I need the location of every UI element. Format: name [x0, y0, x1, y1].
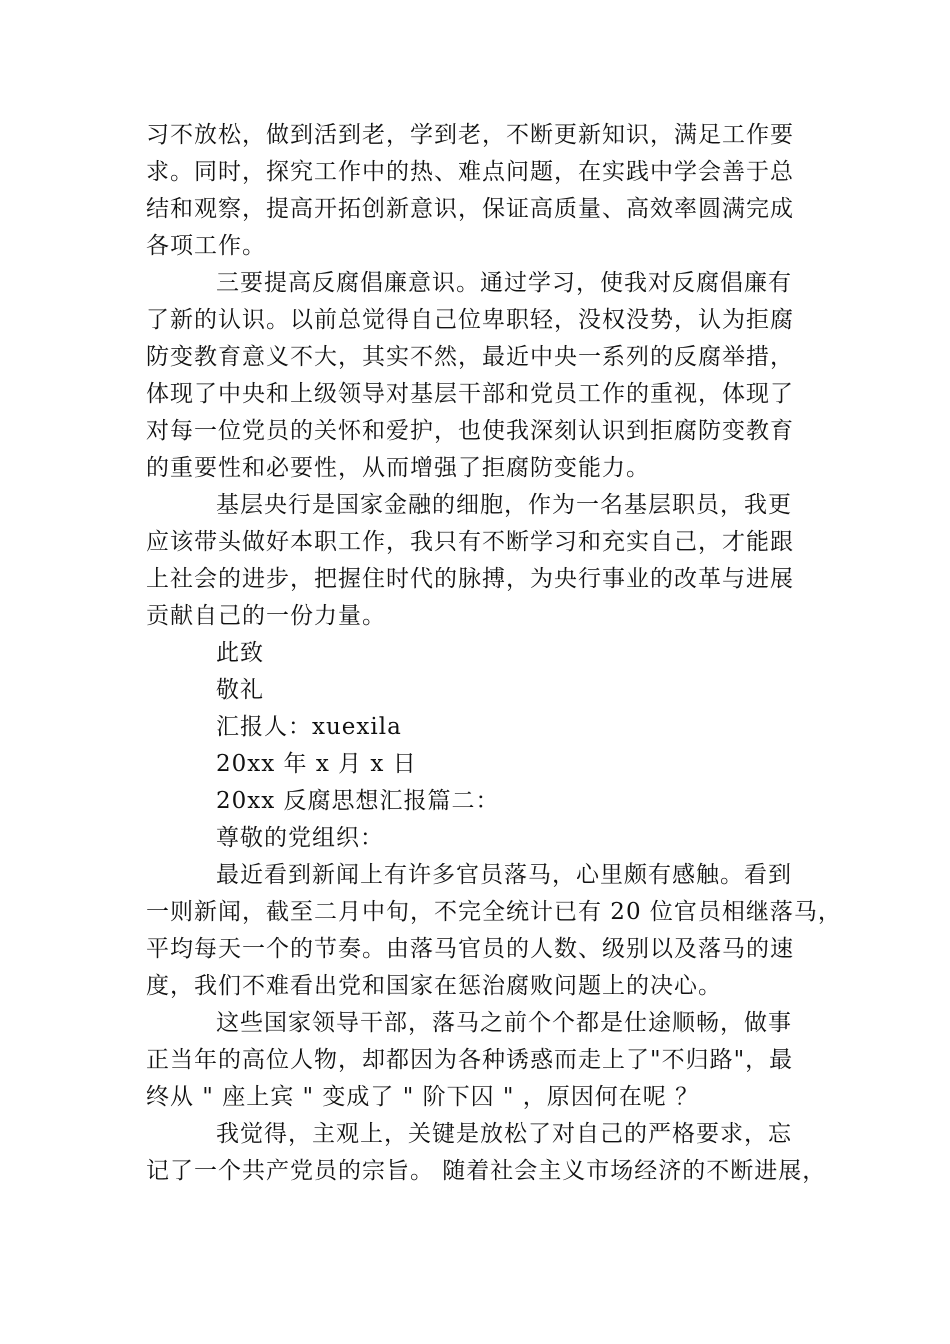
text-line: 此致 — [216, 640, 264, 666]
text-line: 正当年的高位人物，却都因为各种诱惑而走上了"不归路"，最 — [146, 1047, 794, 1073]
document-body — [146, 117, 842, 1190]
text-line: 终从 " 座上宾 " 变成了 " 阶下囚 " ，原因何在呢 ？ — [146, 1084, 700, 1110]
text-line: 尊敬的党组织： — [216, 825, 384, 851]
paragraph — [146, 265, 826, 487]
paragraph — [146, 672, 826, 709]
text-line: 了新的认识。以前总觉得自己位卑职轻，没权没势，认为拒腐 — [146, 307, 794, 333]
paragraph — [146, 783, 826, 820]
text-line: 对每一位党员的关怀和爱护，也使我深刻认识到拒腐防变教育 — [146, 418, 794, 444]
paragraph — [146, 1116, 826, 1190]
paragraph — [146, 117, 826, 265]
text-line: 20xx 反腐思想汇报篇二： — [216, 788, 500, 814]
text-line: 体现了中央和上级领导对基层干部和党员工作的重视，体现了 — [146, 381, 794, 407]
text-line: 记了一个共产党员的宗旨。 随着社会主义市场经济的不断进展， — [146, 1158, 827, 1184]
text-line: 汇报人：xuexila — [216, 714, 402, 740]
text-line: 各项工作。 — [146, 233, 266, 259]
paragraph — [146, 709, 826, 746]
text-line: 防变教育意义不大，其实不然，最近中央一系列的反腐举措， — [146, 344, 794, 370]
text-line: 贡献自己的一份力量。 — [146, 603, 386, 629]
text-line: 基层央行是国家金融的细胞，作为一名基层职员，我更 — [216, 492, 792, 518]
text-line: 平均每天一个的节奏。由落马官员的人数、级别以及落马的速 — [146, 936, 794, 962]
paragraph — [146, 857, 842, 1005]
text-line: 一则新闻，截至二月中旬，不完全统计已有 20 位官员相继落马， — [146, 899, 842, 925]
text-line: 应该带头做好本职工作，我只有不断学习和充实自己，才能跟 — [146, 529, 794, 555]
text-line: 最近看到新闻上有许多官员落马，心里颇有感触。看到 — [216, 862, 792, 888]
paragraph — [146, 820, 826, 857]
text-line: 结和观察，提高开拓创新意识，保证高质量、高效率圆满完成 — [146, 196, 794, 222]
paragraph — [146, 635, 826, 672]
paragraph — [146, 487, 826, 635]
text-line: 习不放松，做到活到老，学到老，不断更新知识，满足工作要 — [146, 122, 794, 148]
text-line: 敬礼 — [216, 677, 264, 703]
text-line: 的重要性和必要性，从而增强了拒腐防变能力。 — [146, 455, 650, 481]
text-line: 三要提高反腐倡廉意识。通过学习，使我对反腐倡廉有 — [216, 270, 792, 296]
text-line: 20xx 年 x 月 x 日 — [216, 751, 417, 777]
text-line: 求。同时，探究工作中的热、难点问题，在实践中学会善于总 — [146, 159, 794, 185]
text-line: 这些国家领导干部，落马之前个个都是仕途顺畅，做事 — [216, 1010, 792, 1036]
text-line: 度，我们不难看出党和国家在惩治腐败问题上的决心。 — [146, 973, 722, 999]
text-line: 我觉得，主观上，关键是放松了对自己的严格要求，忘 — [216, 1121, 792, 1147]
text-line: 上社会的进步，把握住时代的脉搏，为央行事业的改革与进展 — [146, 566, 794, 592]
paragraph — [146, 1005, 826, 1116]
paragraph — [146, 746, 826, 783]
